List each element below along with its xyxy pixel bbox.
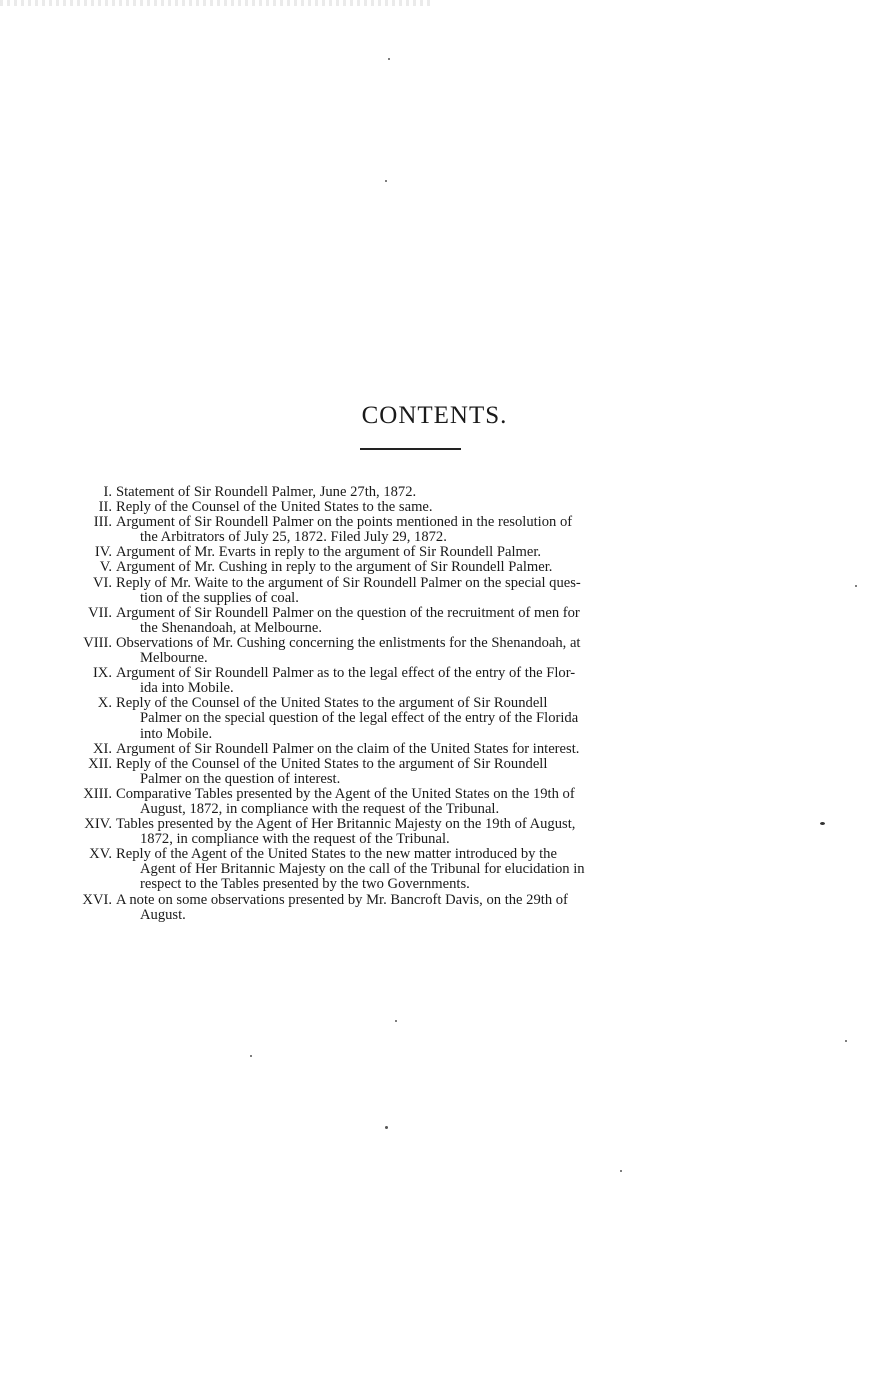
toc-entry-text [116, 742, 757, 757]
toc-entry-continuation-line: ida into Mobile. [140, 680, 234, 697]
toc-entry [62, 847, 757, 892]
toc-entry-continuation-line: into Mobile. [140, 725, 213, 742]
toc-entry-numeral: II. [98, 499, 112, 516]
toc-entry-text [116, 847, 757, 892]
toc-entry-numeral: VII. [88, 604, 112, 621]
toc-entry [62, 696, 757, 741]
scan-speck [250, 1055, 252, 1057]
scan-speck [820, 822, 825, 825]
toc-entry-line: Argument of Mr. Cushing in reply to the argument of Sir Roundell Palmer. [116, 559, 553, 576]
toc-entry-line: A note on some observations presented by Mr. Bancroft Davis, on the 29th of [116, 891, 568, 908]
toc-entry [62, 742, 757, 757]
toc-entry-numeral: IV. [94, 544, 112, 561]
toc-entry-line: Reply of the Counsel of the United States to the argument of Sir Roundell [116, 755, 548, 772]
scan-speck [845, 1040, 847, 1042]
toc-entry-text [116, 500, 757, 515]
scan-speck [385, 1126, 388, 1129]
toc-entry-continuation-line: tion of the supplies of coal. [140, 589, 299, 606]
scan-speck [385, 180, 387, 182]
toc-entry-line: Reply of Mr. Waite to the argument of Sir Roundell Palmer on the special ques- [116, 574, 581, 591]
toc-entry-numeral: VIII. [83, 634, 112, 651]
toc-entry-continuation-line: Palmer on the special question of the legal effect of the entry of the Florida [140, 710, 579, 727]
toc-entry-line: Reply of the Counsel of the United States to the argument of Sir Roundell [116, 695, 548, 712]
toc-entry-continuation-line: Melbourne. [140, 650, 208, 667]
toc-entry [62, 545, 757, 560]
toc-entry-line: Statement of Sir Roundell Palmer, June 27th, 1872. [116, 484, 417, 500]
toc-entry-numeral: VI. [92, 574, 112, 591]
toc-entry-line: Argument of Sir Roundell Palmer as to the legal effect of the entry of the Flor- [116, 665, 576, 682]
page-title: CONTENTS. [361, 401, 508, 429]
toc-entry-text [116, 606, 757, 636]
toc-entry-text [116, 817, 757, 847]
toc-entry-numeral: I. [103, 484, 112, 500]
toc-entry-line: Argument of Sir Roundell Palmer on the question of the recruitment of men for [116, 604, 580, 621]
toc-entry-numeral: V. [99, 559, 112, 576]
toc-entry [62, 485, 757, 500]
toc-entry-line: Argument of Sir Roundell Palmer on the points mentioned in the resolution of [116, 514, 573, 531]
toc-entry-line: Reply of the Counsel of the United States to the same. [116, 499, 433, 516]
toc-entry-text [116, 560, 757, 575]
title-rule [360, 448, 461, 450]
toc-entry-continuation-line: Agent of Her Britannic Majesty on the call of the Tribunal for elucidation in [140, 861, 585, 878]
toc-entry-continuation-line: Palmer on the question of interest. [140, 770, 341, 787]
toc-entry-line: Observations of Mr. Cushing concerning the enlistments for the Shenandoah, at [116, 634, 581, 651]
toc-entry [62, 787, 757, 817]
toc-entry-continuation-line: August, 1872, in compliance with the request of the Tribunal. [140, 800, 500, 817]
toc-entry-text [116, 576, 757, 606]
toc-entry-line: Argument of Sir Roundell Palmer on the claim of the United States for interest. [116, 740, 580, 757]
scan-speck [388, 58, 390, 60]
toc-entry [62, 500, 757, 515]
toc-entry-numeral: XI. [92, 740, 112, 757]
scan-speck [620, 1170, 622, 1172]
toc-entry-text [116, 545, 757, 560]
toc-entry-continuation-line: the Arbitrators of July 25, 1872. Filed July 29, 1872. [140, 529, 447, 546]
toc-entry-numeral: III. [93, 514, 112, 531]
toc-entry-line: Tables presented by the Agent of Her Britannic Majesty on the 19th of August, [116, 816, 576, 833]
toc-entry-numeral: XII. [88, 755, 112, 772]
toc-entry-numeral: XV. [89, 846, 112, 863]
toc-entry-text [116, 515, 757, 545]
toc-entry [62, 636, 757, 666]
toc-entry-line: Argument of Mr. Evarts in reply to the argument of Sir Roundell Palmer. [116, 544, 542, 561]
toc-entry [62, 893, 757, 923]
toc-entry [62, 576, 757, 606]
toc-entry-numeral: IX. [92, 665, 112, 682]
toc-entry [62, 666, 757, 696]
scan-edge-noise [0, 0, 430, 6]
toc-entry-numeral: XVI. [82, 891, 112, 908]
toc-entry [62, 606, 757, 636]
toc-entry-numeral: XIII. [83, 785, 112, 802]
toc-entry-numeral: XIV. [84, 816, 112, 833]
toc-entry [62, 515, 757, 545]
toc-entry-text [116, 485, 757, 500]
scan-speck [395, 1020, 397, 1022]
scan-speck [855, 585, 857, 587]
toc-entry-continuation-line: respect to the Tables presented by the two Governments. [140, 876, 470, 893]
toc-entry [62, 817, 757, 847]
toc-entry-continuation-line: 1872, in compliance with the request of the Tribunal. [140, 831, 450, 848]
toc-entry-numeral: X. [97, 695, 112, 712]
toc-entry-text [116, 666, 757, 696]
toc-entry-text [116, 893, 757, 923]
toc-entry-text [116, 696, 757, 741]
toc-entry-line: Comparative Tables presented by the Agent of the United States on the 19th of [116, 785, 575, 802]
contents-list [62, 485, 757, 923]
toc-entry-continuation-line: the Shenandoah, at Melbourne. [140, 619, 322, 636]
toc-entry-text [116, 636, 757, 666]
toc-entry [62, 757, 757, 787]
toc-entry [62, 560, 757, 575]
toc-entry-text [116, 757, 757, 787]
toc-entry-line: Reply of the Agent of the United States to the new matter introduced by the [116, 846, 557, 863]
toc-entry-text [116, 787, 757, 817]
toc-entry-continuation-line: August. [140, 906, 186, 923]
